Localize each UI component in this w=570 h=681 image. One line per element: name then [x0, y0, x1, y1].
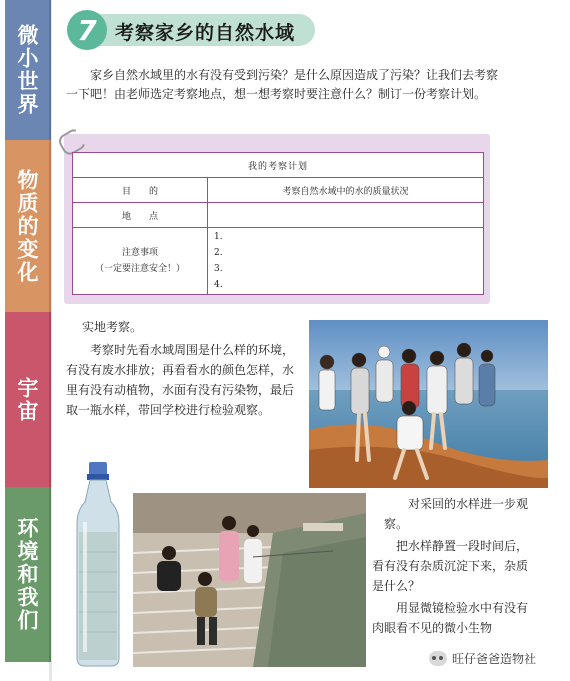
sidebar-tab-environment[interactable]: 环境和我们 — [5, 487, 51, 662]
visit-heading: 实地考察。 — [82, 320, 143, 334]
photo-students-at-river — [133, 493, 366, 667]
microscope-paragraph: 用显微镜检验水中有没有肉眼看不见的微小生物 — [372, 601, 529, 635]
watermark-text: 旺仔爸爸造物社 — [452, 651, 537, 666]
notes-label: 注意事项 — [121, 248, 158, 258]
notes-item: 4. — [214, 280, 223, 290]
lesson-heading — [67, 14, 315, 46]
notes-label-cell — [73, 228, 208, 295]
purpose-label: 目 的 — [73, 178, 208, 203]
intro-paragraph: 家乡自然水域里的水有没有受到污染？是什么原因造成了污染？让我们去考察一下吧！由老师选定考察地点，想一想考察时要注意什么？制订一份考察计划。 — [66, 68, 499, 101]
inspection-plan-table — [72, 152, 484, 295]
plan-caption: 我的考察计划 — [73, 153, 484, 178]
lesson-title: 考察家乡的自然水域 — [115, 22, 296, 44]
notes-item: 1. — [214, 232, 223, 242]
water-bottle-photo — [71, 462, 125, 668]
lesson-number-badge: 7 — [67, 10, 107, 50]
sidebar-tab-matter-change[interactable]: 物质的变化 — [5, 140, 51, 312]
place-value — [208, 203, 484, 228]
observe-paragraph: 对采回的水样进一步观察。 — [384, 497, 529, 531]
wechat-icon — [429, 651, 447, 666]
sidebar-tab-micro-world[interactable]: 微小世界 — [5, 0, 51, 140]
notes-sub: （一定要注意安全！） — [94, 264, 185, 274]
notes-item: 3. — [214, 264, 223, 274]
sidebar-tab-universe[interactable]: 宇宙 — [5, 312, 51, 487]
notes-list — [208, 228, 484, 295]
watermark — [425, 647, 540, 669]
purpose-value: 考察自然水域中的水的质量状况 — [208, 178, 484, 203]
visit-body: 考察时先看水域周围是什么样的环境，有没有废水排放；再看看水的颜色怎样，水里有没有动植物，水面有没有污染物，最后取一瓶水样，带回学校进行检验观察。 — [66, 343, 295, 417]
place-label: 地 点 — [73, 203, 208, 228]
photo-students-at-shore — [309, 320, 548, 488]
notes-item: 2. — [214, 248, 223, 258]
settle-paragraph: 把水样静置一段时间后，看有没有杂质沉淀下来，杂质是什么？ — [372, 539, 529, 593]
